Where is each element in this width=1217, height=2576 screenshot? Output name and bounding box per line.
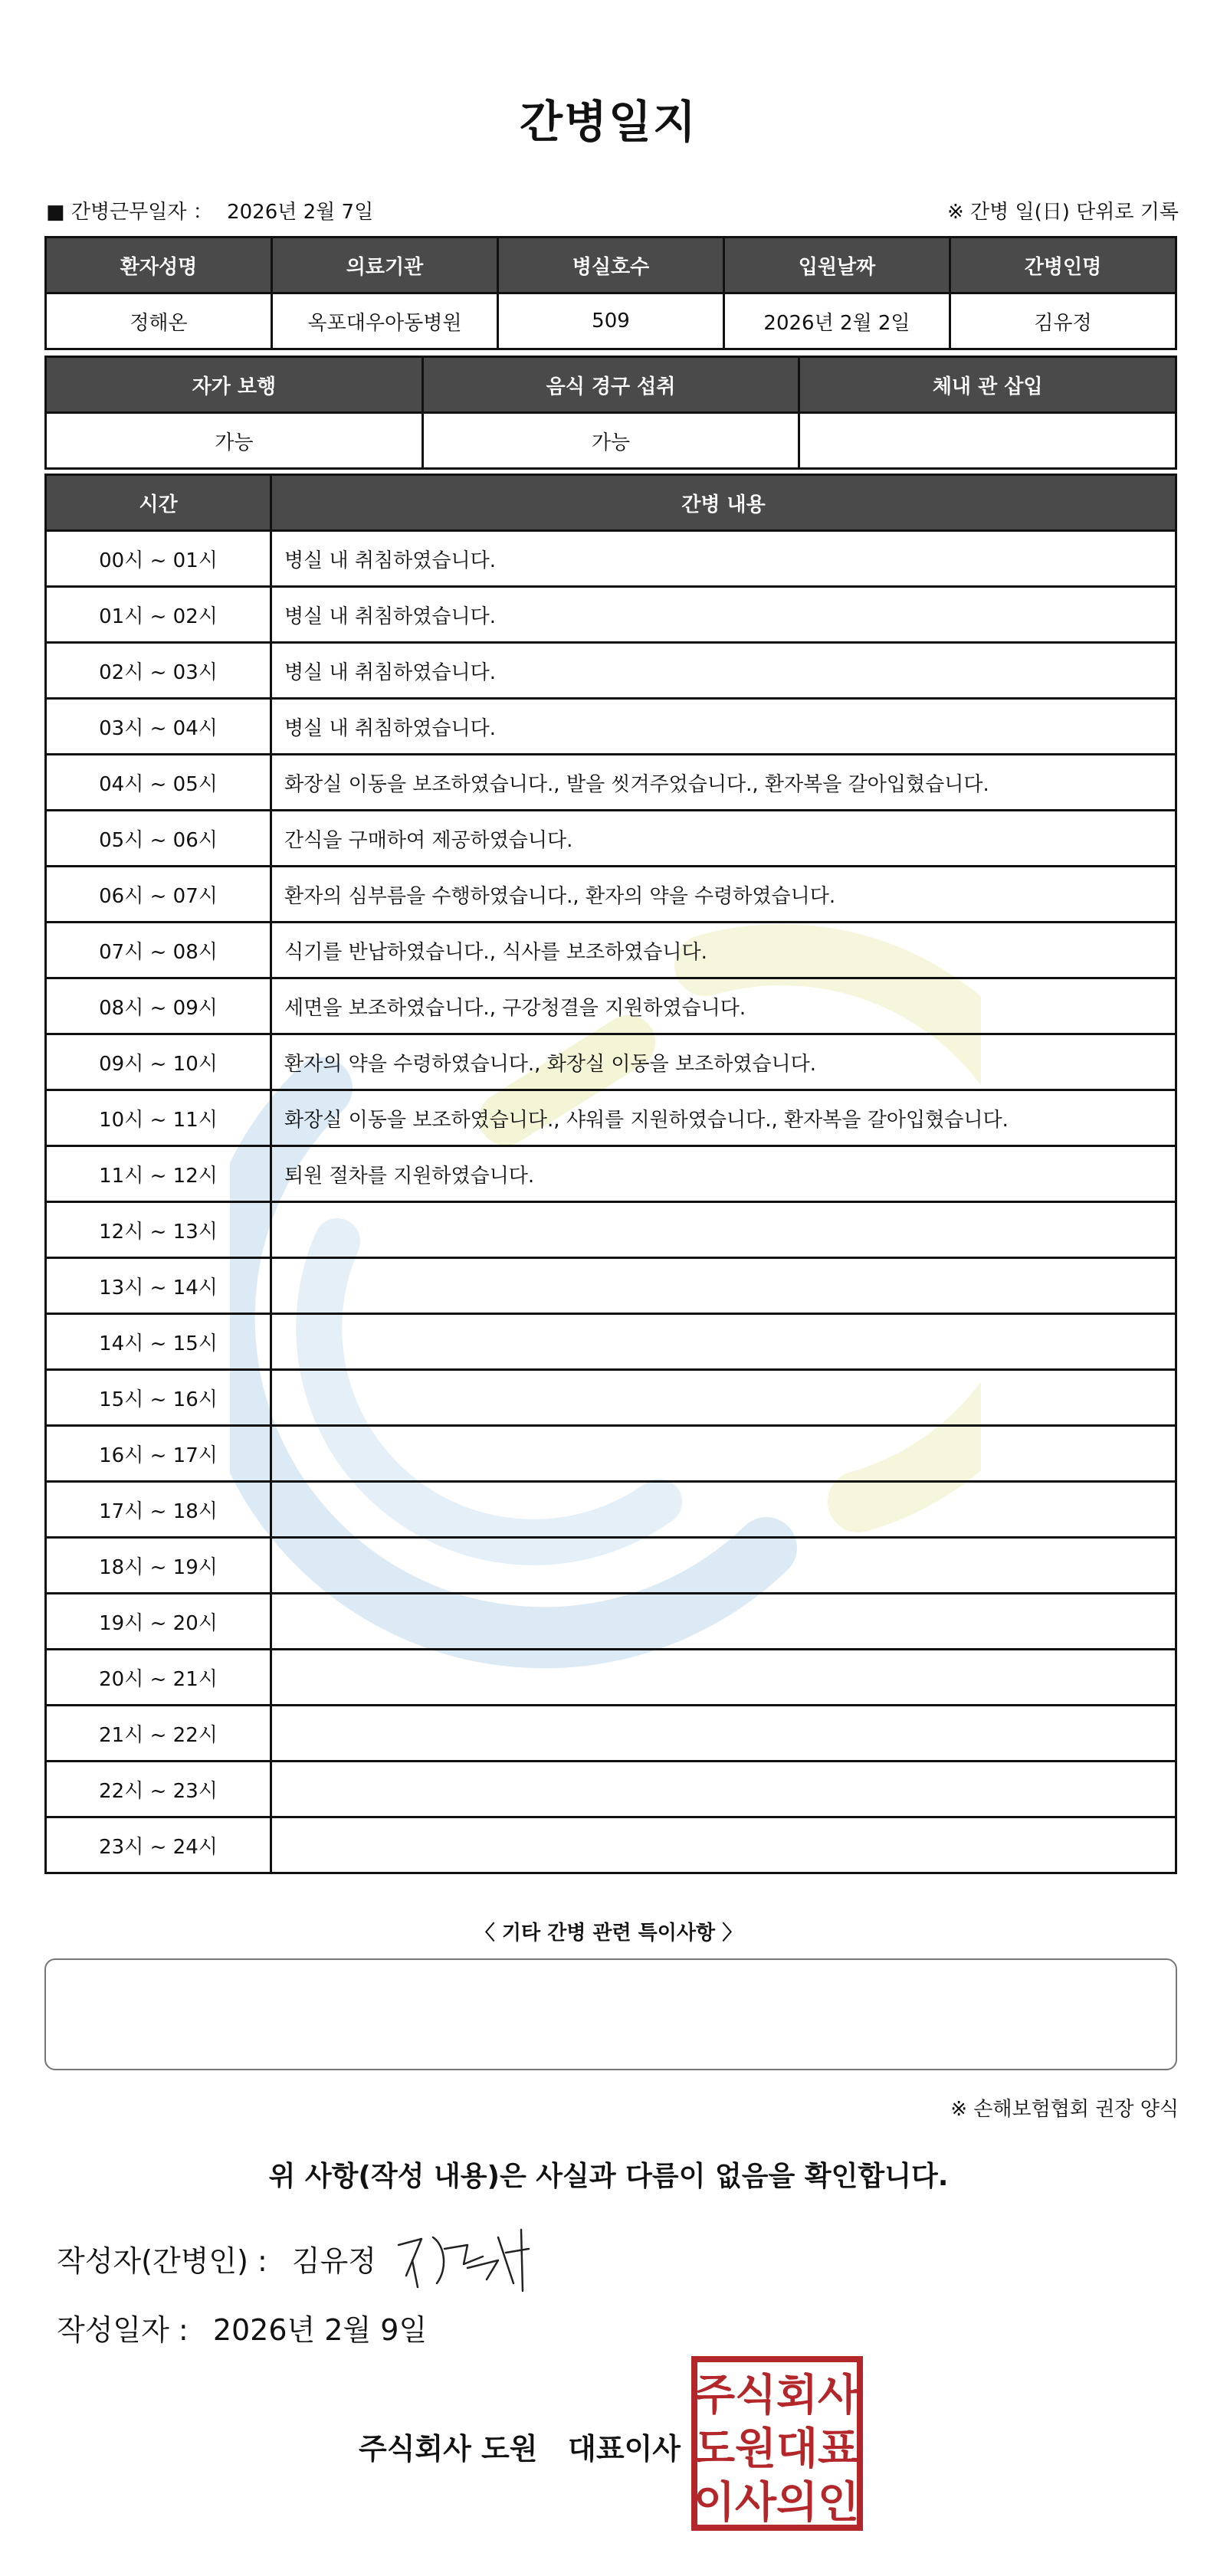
log-content: 세면을 보조하였습니다., 구강청결을 지원하였습니다. <box>271 978 1176 1034</box>
seal-char: 의 <box>776 2478 818 2528</box>
seal-char: 대 <box>776 2424 818 2474</box>
log-time: 11시 ~ 12시 <box>46 1146 271 1202</box>
log-time: 03시 ~ 04시 <box>46 699 271 755</box>
info-header: 환자성명 <box>46 238 272 293</box>
writer-line <box>57 2237 376 2279</box>
log-time: 16시 ~ 17시 <box>46 1426 271 1482</box>
log-content <box>271 1538 1176 1594</box>
log-content: 병실 내 취침하였습니다. <box>271 643 1176 699</box>
log-content: 간식을 구매하여 제공하였습니다. <box>271 811 1176 867</box>
seal-char: 이 <box>693 2478 736 2528</box>
seal-char: 도 <box>693 2424 736 2474</box>
log-row <box>46 1762 1176 1817</box>
log-row <box>46 1650 1176 1706</box>
log-time: 22시 ~ 23시 <box>46 1762 271 1817</box>
seal-char: 표 <box>817 2424 860 2474</box>
log-time: 10시 ~ 11시 <box>46 1090 271 1146</box>
log-row <box>46 755 1176 811</box>
log-row <box>46 587 1176 643</box>
time-header: 시간 <box>46 475 271 531</box>
seal-char: 사 <box>734 2478 777 2528</box>
log-row <box>46 1258 1176 1314</box>
log-content <box>271 1370 1176 1426</box>
log-content: 화장실 이동을 보조하였습니다., 발을 씻겨주었습니다., 환자복을 갈아입혔습니다. <box>271 755 1176 811</box>
written-date-line <box>57 2306 427 2348</box>
log-time: 21시 ~ 22시 <box>46 1706 271 1762</box>
log-row <box>46 978 1176 1034</box>
company-name: 주식회사 도원 대표이사 <box>359 2432 681 2466</box>
log-row <box>46 1594 1176 1650</box>
log-row <box>46 643 1176 699</box>
written-date-value: 2026년 2월 9일 <box>212 2313 428 2347</box>
log-time: 14시 ~ 15시 <box>46 1314 271 1370</box>
log-content: 병실 내 취침하였습니다. <box>271 587 1176 643</box>
log-time: 17시 ~ 18시 <box>46 1482 271 1538</box>
notes-label: 〈 기타 간병 관련 특이사항 〉 <box>474 1922 743 1945</box>
work-date-value: 2026년 2월 7일 <box>227 201 374 224</box>
log-content <box>271 1482 1176 1538</box>
log-time: 00시 ~ 01시 <box>46 531 271 587</box>
log-time: 19시 ~ 20시 <box>46 1594 271 1650</box>
log-content <box>271 1258 1176 1314</box>
document-title: 간병일지 <box>519 96 698 148</box>
log-row <box>46 1426 1176 1482</box>
log-time: 23시 ~ 24시 <box>46 1817 271 1873</box>
log-content: 환자의 심부름을 수행하였습니다., 환자의 약을 수령하였습니다. <box>271 867 1176 923</box>
info-header: 병실호수 <box>498 238 724 293</box>
tube-insertion-value <box>799 413 1176 469</box>
patient-ability-table <box>44 356 1177 470</box>
seal-char: 주 <box>693 2371 736 2420</box>
seal-char: 원 <box>734 2424 777 2474</box>
log-content <box>271 1202 1176 1258</box>
log-content: 병실 내 취침하였습니다. <box>271 699 1176 755</box>
log-row <box>46 1090 1176 1146</box>
log-time: 15시 ~ 16시 <box>46 1370 271 1426</box>
log-row <box>46 531 1176 587</box>
confirm-statement: 위 사항(작성 내용)은 사실과 다름이 없음을 확인합니다. <box>268 2161 949 2192</box>
content-header: 간병 내용 <box>271 475 1176 531</box>
info-header: 입원날짜 <box>724 238 950 293</box>
log-content <box>271 1594 1176 1650</box>
log-time: 20시 ~ 21시 <box>46 1650 271 1706</box>
hospital-name: 옥포대우아동병원 <box>272 293 498 349</box>
log-content: 환자의 약을 수령하였습니다., 화장실 이동을 보조하였습니다. <box>271 1034 1176 1090</box>
log-row <box>46 1370 1176 1426</box>
log-row <box>46 1146 1176 1202</box>
log-content <box>271 1650 1176 1706</box>
log-time: 06시 ~ 07시 <box>46 867 271 923</box>
info-header: 의료기관 <box>272 238 498 293</box>
log-content: 퇴원 절차를 지원하였습니다. <box>271 1146 1176 1202</box>
info-header: 간병인명 <box>950 238 1176 293</box>
log-row <box>46 1034 1176 1090</box>
seal-char: 식 <box>734 2371 777 2420</box>
form-source-note: ※ 손해보험협회 권장 양식 <box>950 2098 1179 2121</box>
log-row <box>46 1314 1176 1370</box>
caregiver-name: 김유정 <box>950 293 1176 349</box>
log-row <box>46 867 1176 923</box>
company-seal <box>691 2356 863 2531</box>
admission-date: 2026년 2월 2일 <box>724 293 950 349</box>
self-walking-value: 가능 <box>46 413 423 469</box>
handwritten-signature <box>391 2222 536 2299</box>
log-row <box>46 1202 1176 1258</box>
log-row <box>46 1706 1176 1762</box>
log-content: 식기를 반납하였습니다., 식사를 보조하였습니다. <box>271 923 1176 978</box>
record-note: ※ 간병 일(日) 단위로 기록 <box>946 201 1179 224</box>
log-content <box>271 1426 1176 1482</box>
seal-char: 회 <box>776 2371 818 2420</box>
ability-header: 자가 보행 <box>46 357 423 413</box>
writer-label: 작성자(간병인) : <box>57 2244 267 2278</box>
log-content <box>271 1706 1176 1762</box>
log-content <box>271 1762 1176 1817</box>
log-row <box>46 699 1176 755</box>
notes-box <box>44 1958 1177 2070</box>
log-row <box>46 1817 1176 1873</box>
log-time: 18시 ~ 19시 <box>46 1538 271 1594</box>
log-row <box>46 1482 1176 1538</box>
log-row <box>46 923 1176 978</box>
seal-char: 인 <box>817 2478 860 2528</box>
ability-header: 체내 관 삽입 <box>799 357 1176 413</box>
log-time: 04시 ~ 05시 <box>46 755 271 811</box>
writer-name: 김유정 <box>291 2244 376 2278</box>
log-time: 13시 ~ 14시 <box>46 1258 271 1314</box>
log-row <box>46 1538 1176 1594</box>
log-time: 01시 ~ 02시 <box>46 587 271 643</box>
log-content <box>271 1817 1176 1873</box>
care-log-table <box>44 474 1177 1874</box>
log-time: 02시 ~ 03시 <box>46 643 271 699</box>
log-content: 병실 내 취침하였습니다. <box>271 531 1176 587</box>
log-time: 08시 ~ 09시 <box>46 978 271 1034</box>
work-date <box>46 196 373 224</box>
written-date-label: 작성일자 : <box>57 2313 189 2347</box>
room-number: 509 <box>498 293 724 349</box>
log-time: 07시 ~ 08시 <box>46 923 271 978</box>
patient-name: 정해온 <box>46 293 272 349</box>
ability-header: 음식 경구 섭취 <box>422 357 799 413</box>
log-content <box>271 1314 1176 1370</box>
seal-char: 사 <box>817 2371 860 2420</box>
log-row <box>46 811 1176 867</box>
log-time: 12시 ~ 13시 <box>46 1202 271 1258</box>
log-time: 05시 ~ 06시 <box>46 811 271 867</box>
oral-intake-value: 가능 <box>422 413 799 469</box>
work-date-label: ■ 간병근무일자 ： <box>46 201 213 224</box>
log-content: 화장실 이동을 보조하였습니다., 샤워를 지원하였습니다., 환자복을 갈아입혔습니다. <box>271 1090 1176 1146</box>
log-time: 09시 ~ 10시 <box>46 1034 271 1090</box>
patient-info-table <box>44 236 1177 350</box>
